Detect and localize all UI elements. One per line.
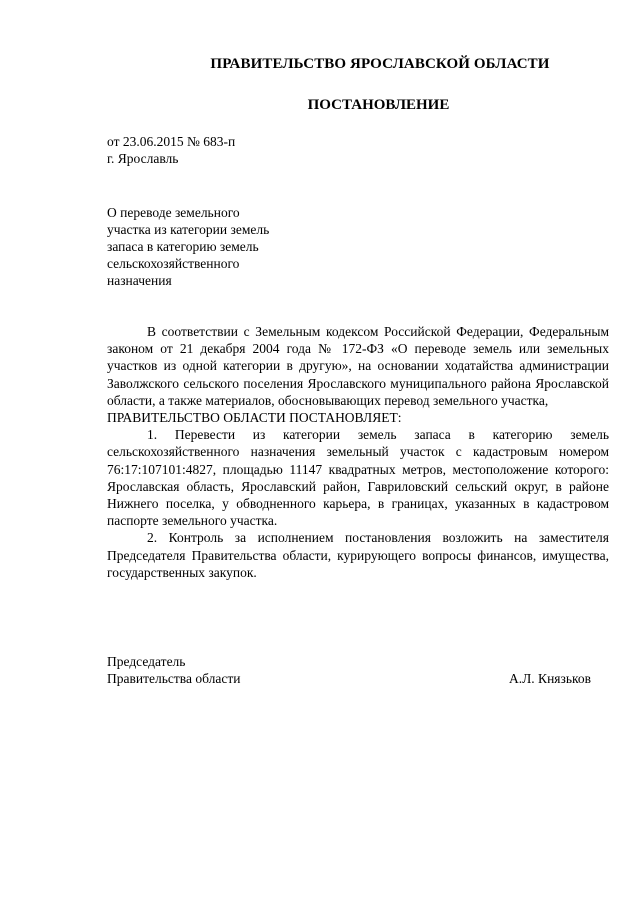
- government-title: ПРАВИТЕЛЬСТВО ЯРОСЛАВСКОЙ ОБЛАСТИ: [210, 56, 550, 72]
- signature-row: [107, 670, 591, 687]
- signature-block: [107, 653, 591, 687]
- decree-line: ПРАВИТЕЛЬСТВО ОБЛАСТИ ПОСТАНОВЛЯЕТ:: [107, 410, 402, 426]
- item-2-paragraph: 2. Контроль за исполнением постановления возложить на заместителя Председателя Правительства области, курирующего вопросы финансов, имущества, государственных закупок.: [107, 530, 609, 580]
- subject-line: назначения: [107, 273, 172, 288]
- subject-line: О переводе земельного: [107, 205, 240, 220]
- subject-line: сельскохозяйственного: [107, 256, 240, 271]
- item-1-paragraph: 1. Перевести из категории земель запаса в категорию земель сельскохозяйственного назначения земельный участок с кадастровым номером 76:17:107101:4827, площадью 11147 квадратных метров, местоположение которого: Ярославская область, Ярославский район, Гавриловский сельский округ, в районе Нижнего поселка, у обводненного карьера, в границах, указанных в кадастровом паспорте земельного участка.: [107, 427, 609, 529]
- signatory-name: А.Л. Князьков: [509, 671, 591, 686]
- document-subject: [107, 204, 307, 289]
- document-meta: [107, 133, 235, 167]
- date-number: от 23.06.2015 № 683-п: [107, 134, 236, 149]
- signatory-title-line2: Правительства области: [107, 671, 241, 686]
- signatory-title-line1: Председатель: [107, 654, 186, 669]
- document-body: [107, 323, 609, 581]
- document-type-title: ПОСТАНОВЛЕНИЕ: [307, 97, 450, 113]
- preamble-paragraph: В соответствии с Земельным кодексом Российской Федерации, Федеральным законом от 21 декабря 2004 года № 172-ФЗ «О переводе земель или земельных участков из одной категории в другую», на основании ходатайства администрации Заволжского сельского поселения Ярославского муниципального района Ярославской области, а также материалов, обосновывающих перевод земельного участка,: [107, 324, 609, 408]
- subject-line: участка из категории земель: [107, 222, 270, 237]
- city: г. Ярославль: [107, 151, 179, 166]
- subject-line: запаса в категорию земель: [107, 239, 259, 254]
